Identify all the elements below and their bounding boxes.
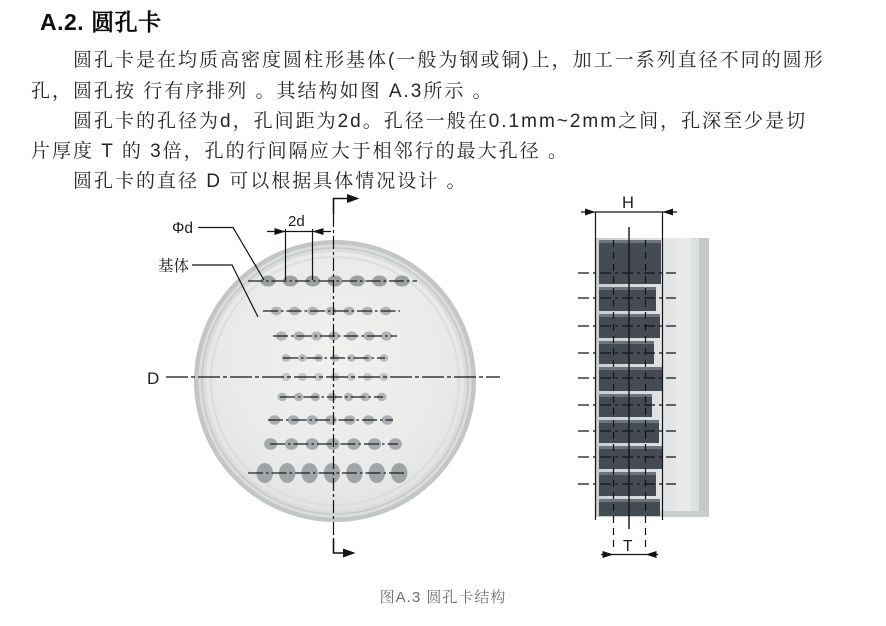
section-title: A.2. 圆孔卡 (40, 9, 162, 35)
hole-pitch-label: 2d (288, 213, 305, 230)
body-text-line: 圆孔卡是在均质高密度圆柱形基体(一般为钢或铜)上，加工一系列直径不同的圆形 (73, 50, 825, 71)
figure-a3 (0, 188, 886, 570)
disc-diameter-label: D (147, 369, 160, 388)
section-arrow-top (334, 194, 360, 214)
substrate-label: 基体 (158, 258, 190, 275)
body-text-line: 片厚度 T 的 3倍，孔的行间隔应大于相邻行的最大孔径 。 (31, 141, 569, 162)
body-text-line: 孔，圆孔按 行有序排列 。其结构如图 A.3所示 。 (31, 81, 494, 102)
body-text-line: 圆孔卡的直径 D 可以根据具体情况设计 。 (73, 171, 468, 192)
body-text-line: 圆孔卡的孔径为d，孔间距为2d。孔径一般在0.1mm~2mm之间，孔深至少是切 (73, 111, 808, 132)
hole-diameter-label: Φd (172, 220, 193, 237)
section-arrow-bottom (334, 539, 356, 558)
card-thickness-label: T (623, 538, 633, 555)
figure-caption: 图A.3 圆孔卡结构 (379, 589, 507, 606)
card-width-label: H (622, 194, 634, 212)
